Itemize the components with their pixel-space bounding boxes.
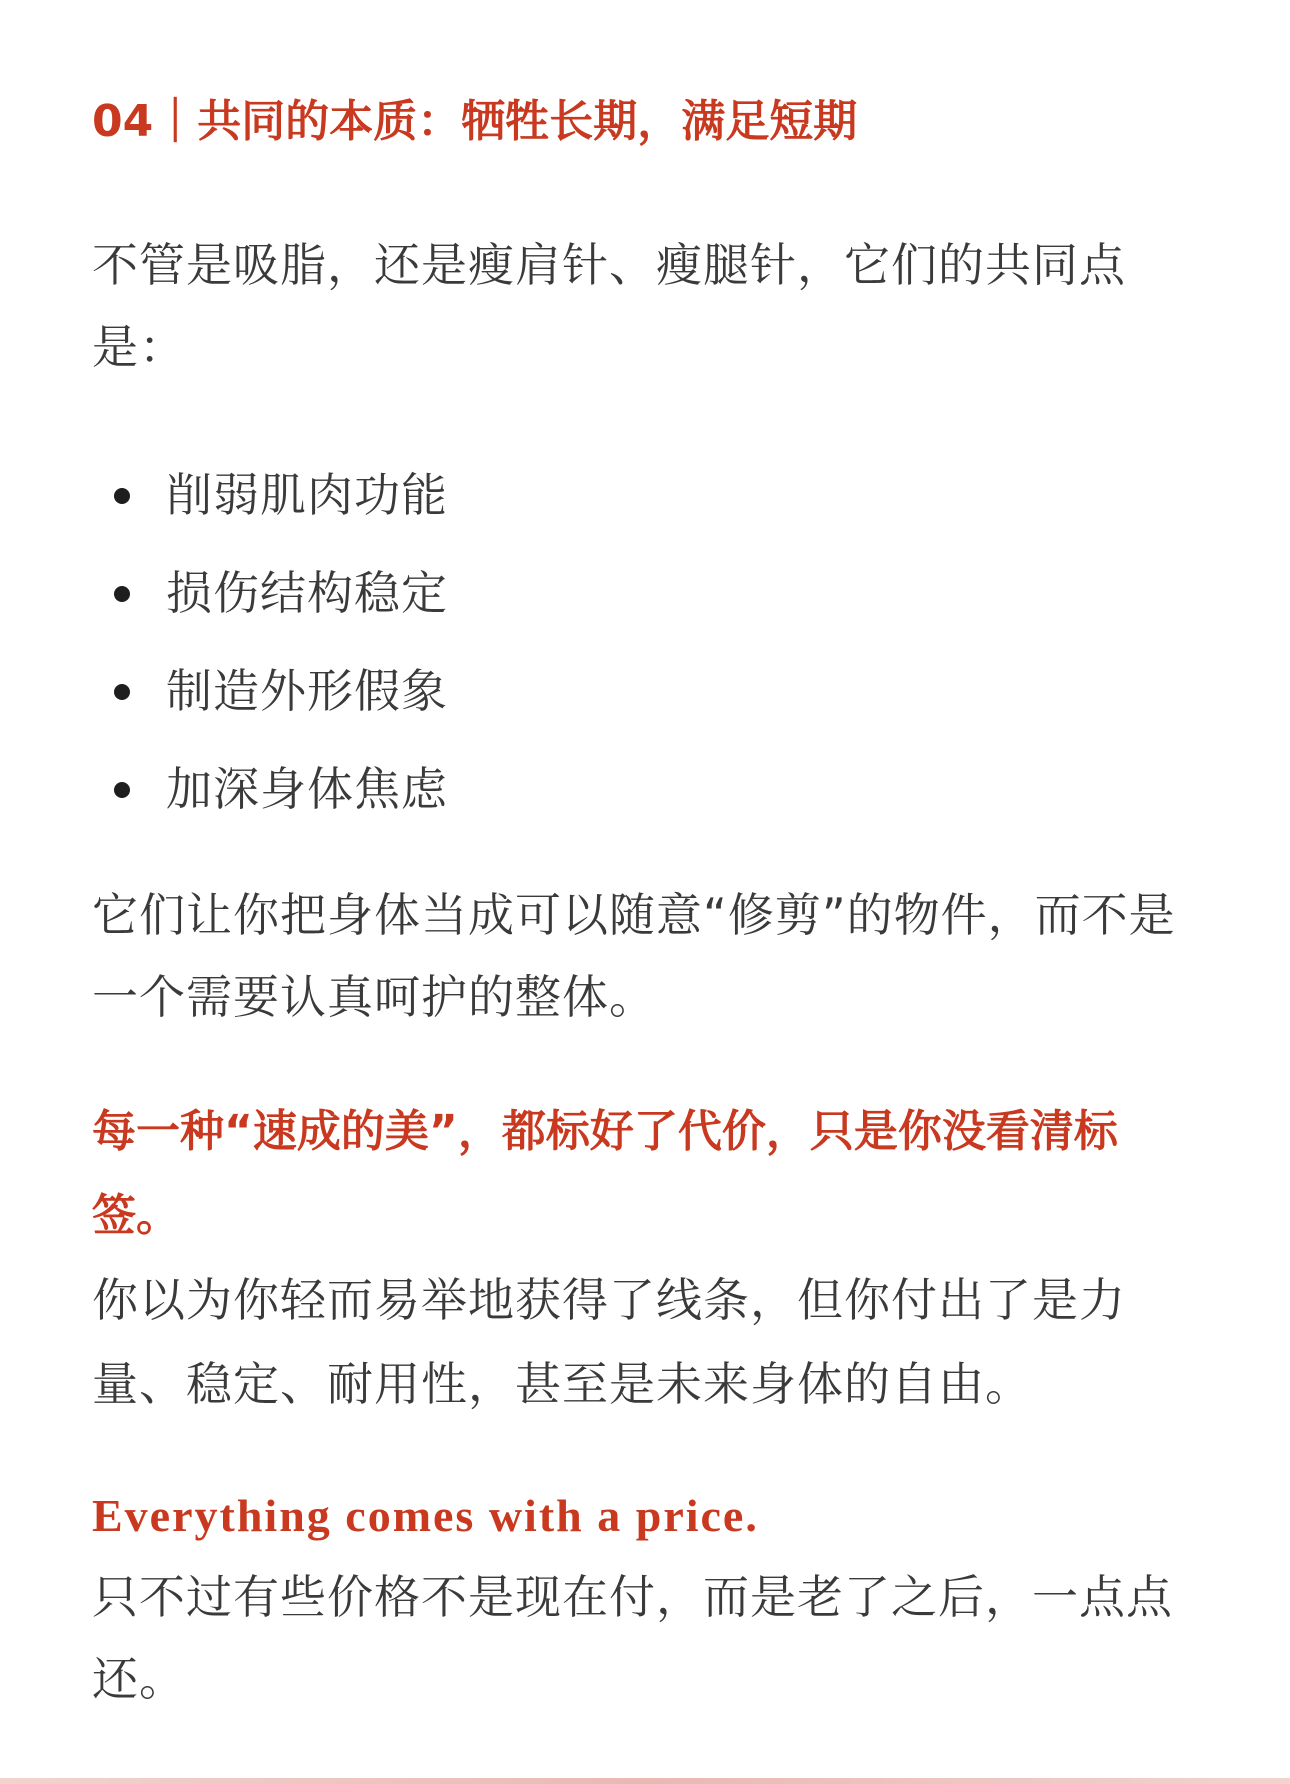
list-item-label: 加深身体焦虑 [166, 762, 448, 816]
body-paragraph-cost: 你以为你轻而易举地获得了线条，但你付出了是力量、稳定、耐用性，甚至是未来身体的自由。 [92, 1273, 1126, 1411]
list-item-label: 损伤结构稳定 [166, 566, 448, 620]
emphasis-paragraph: 每一种“速成的美”，都标好了代价，只是你没看清标签。 [92, 1106, 1118, 1241]
bullet-dot-icon [114, 684, 130, 700]
list-item-label: 削弱肌肉功能 [166, 468, 448, 522]
list-item [92, 642, 448, 740]
list-item-label: 制造外形假象 [166, 664, 448, 718]
list-item [92, 544, 448, 642]
bullet-list [92, 446, 448, 838]
body-paragraph-price: 只不过有些价格不是现在付，而是老了之后，一点点还。 [92, 1570, 1173, 1706]
section-heading: 04｜共同的本质：牺牲长期，满足短期 [92, 96, 858, 147]
bottom-divider [0, 1778, 1290, 1784]
english-quote: Everything comes with a price. [92, 1490, 759, 1541]
body-paragraph-trim: 它们让你把身体当成可以随意“修剪”的物件，而不是一个需要认真呵护的整体。 [92, 888, 1176, 1024]
bullet-dot-icon [114, 488, 130, 504]
list-item [92, 740, 448, 838]
bullet-dot-icon [114, 782, 130, 798]
bullet-dot-icon [114, 586, 130, 602]
intro-paragraph: 不管是吸脂，还是瘦肩针、瘦腿针，它们的共同点是： [92, 238, 1126, 374]
list-item [92, 446, 448, 544]
